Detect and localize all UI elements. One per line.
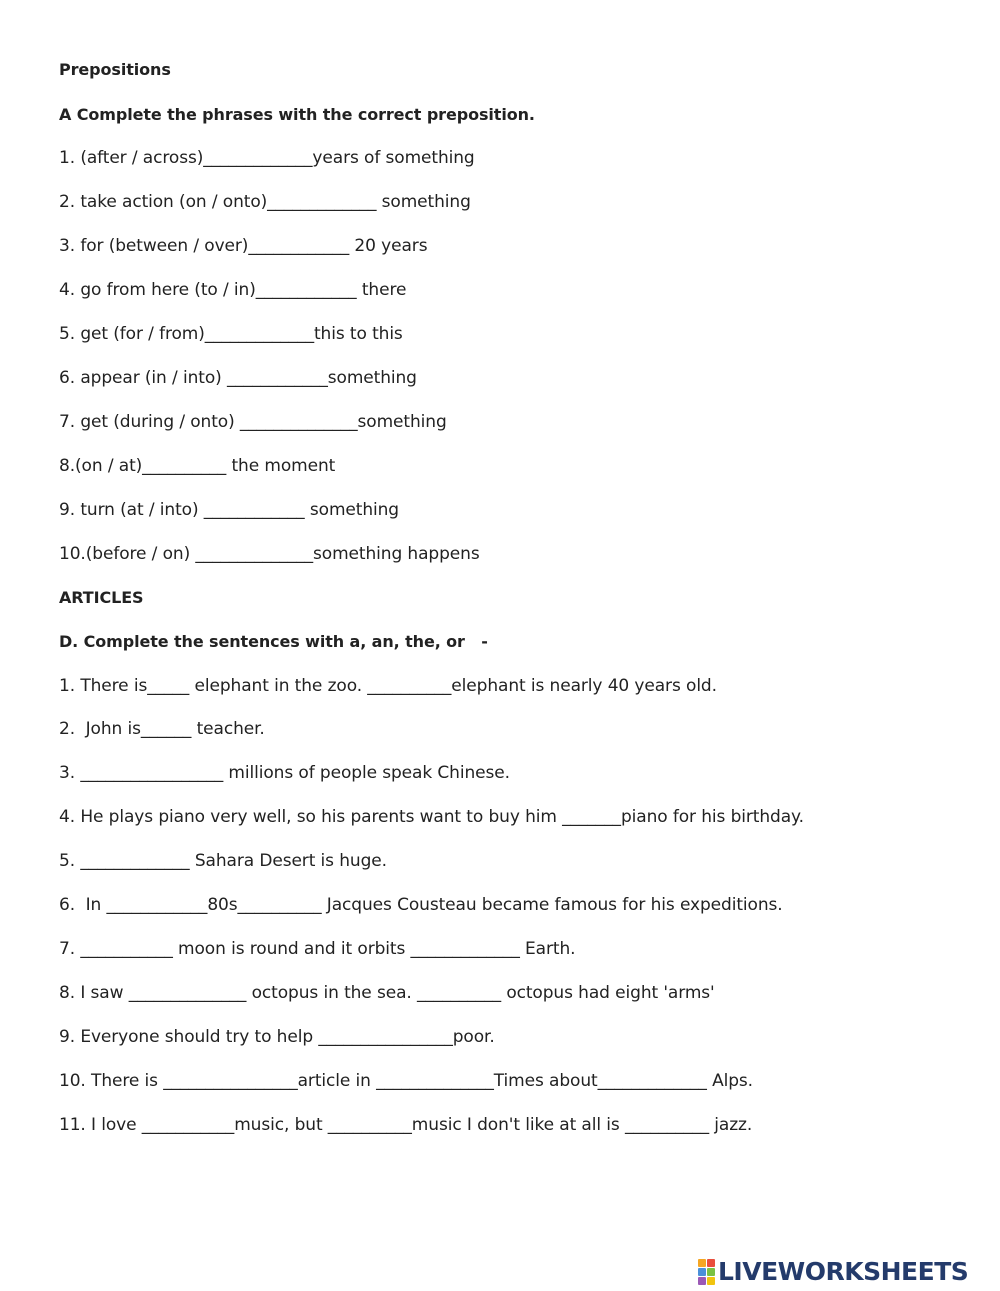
preposition-item-4: 4. go from here (to / in)____________ there	[59, 280, 407, 300]
preposition-item-2: 2. take action (on / onto)_____________ something	[59, 192, 471, 212]
article-item-9: 9. Everyone should try to help ________________poor.	[59, 1027, 495, 1047]
section-title-articles: ARTICLES	[59, 588, 144, 607]
logo-block	[707, 1259, 715, 1267]
article-item-4: 4. He plays piano very well, so his parents want to buy him _______piano for his birthday.	[59, 807, 804, 827]
article-item-6: 6. In ____________80s__________ Jacques Cousteau became famous for his expeditions.	[59, 895, 783, 915]
liveworksheets-logo	[698, 1258, 968, 1286]
preposition-item-3: 3. for (between / over)____________ 20 years	[59, 236, 428, 256]
instruction-d: D. Complete the sentences with a, an, the, or -	[59, 632, 488, 651]
article-item-10: 10. There is ________________article in ______________Times about_____________ Alps.	[59, 1071, 753, 1091]
logo-text: LIVEWORKSHEETS	[718, 1257, 969, 1286]
article-item-11: 11. I love ___________music, but __________music I don't like at all is __________ jazz.	[59, 1115, 753, 1135]
preposition-item-5: 5. get (for / from)_____________this to this	[59, 324, 403, 344]
preposition-item-6: 6. appear (in / into) ____________something	[59, 368, 417, 388]
article-item-1: 1. There is_____ elephant in the zoo. __________elephant is nearly 40 years old.	[59, 676, 717, 696]
logo-block	[698, 1259, 706, 1267]
logo-block	[698, 1277, 706, 1285]
logo-block	[698, 1268, 706, 1276]
article-item-5: 5. _____________ Sahara Desert is huge.	[59, 851, 387, 871]
article-item-2: 2. John is______ teacher.	[59, 719, 265, 739]
article-item-3: 3. _________________ millions of people speak Chinese.	[59, 763, 510, 783]
article-item-7: 7. ___________ moon is round and it orbits _____________ Earth.	[59, 939, 576, 959]
preposition-item-10: 10.(before / on) ______________something happens	[59, 544, 480, 564]
preposition-item-7: 7. get (during / onto) ______________something	[59, 412, 447, 432]
instruction-a: A Complete the phrases with the correct preposition.	[59, 105, 535, 124]
logo-blocks-icon	[698, 1259, 715, 1285]
preposition-item-1: 1. (after / across)_____________years of something	[59, 148, 475, 168]
logo-block	[707, 1277, 715, 1285]
section-title-prepositions: Prepositions	[59, 60, 171, 79]
preposition-item-9: 9. turn (at / into) ____________ something	[59, 500, 399, 520]
preposition-item-8: 8.(on / at)__________ the moment	[59, 456, 336, 476]
article-item-8: 8. I saw ______________ octopus in the sea. __________ octopus had eight 'arms'	[59, 983, 715, 1003]
logo-block	[707, 1268, 715, 1276]
